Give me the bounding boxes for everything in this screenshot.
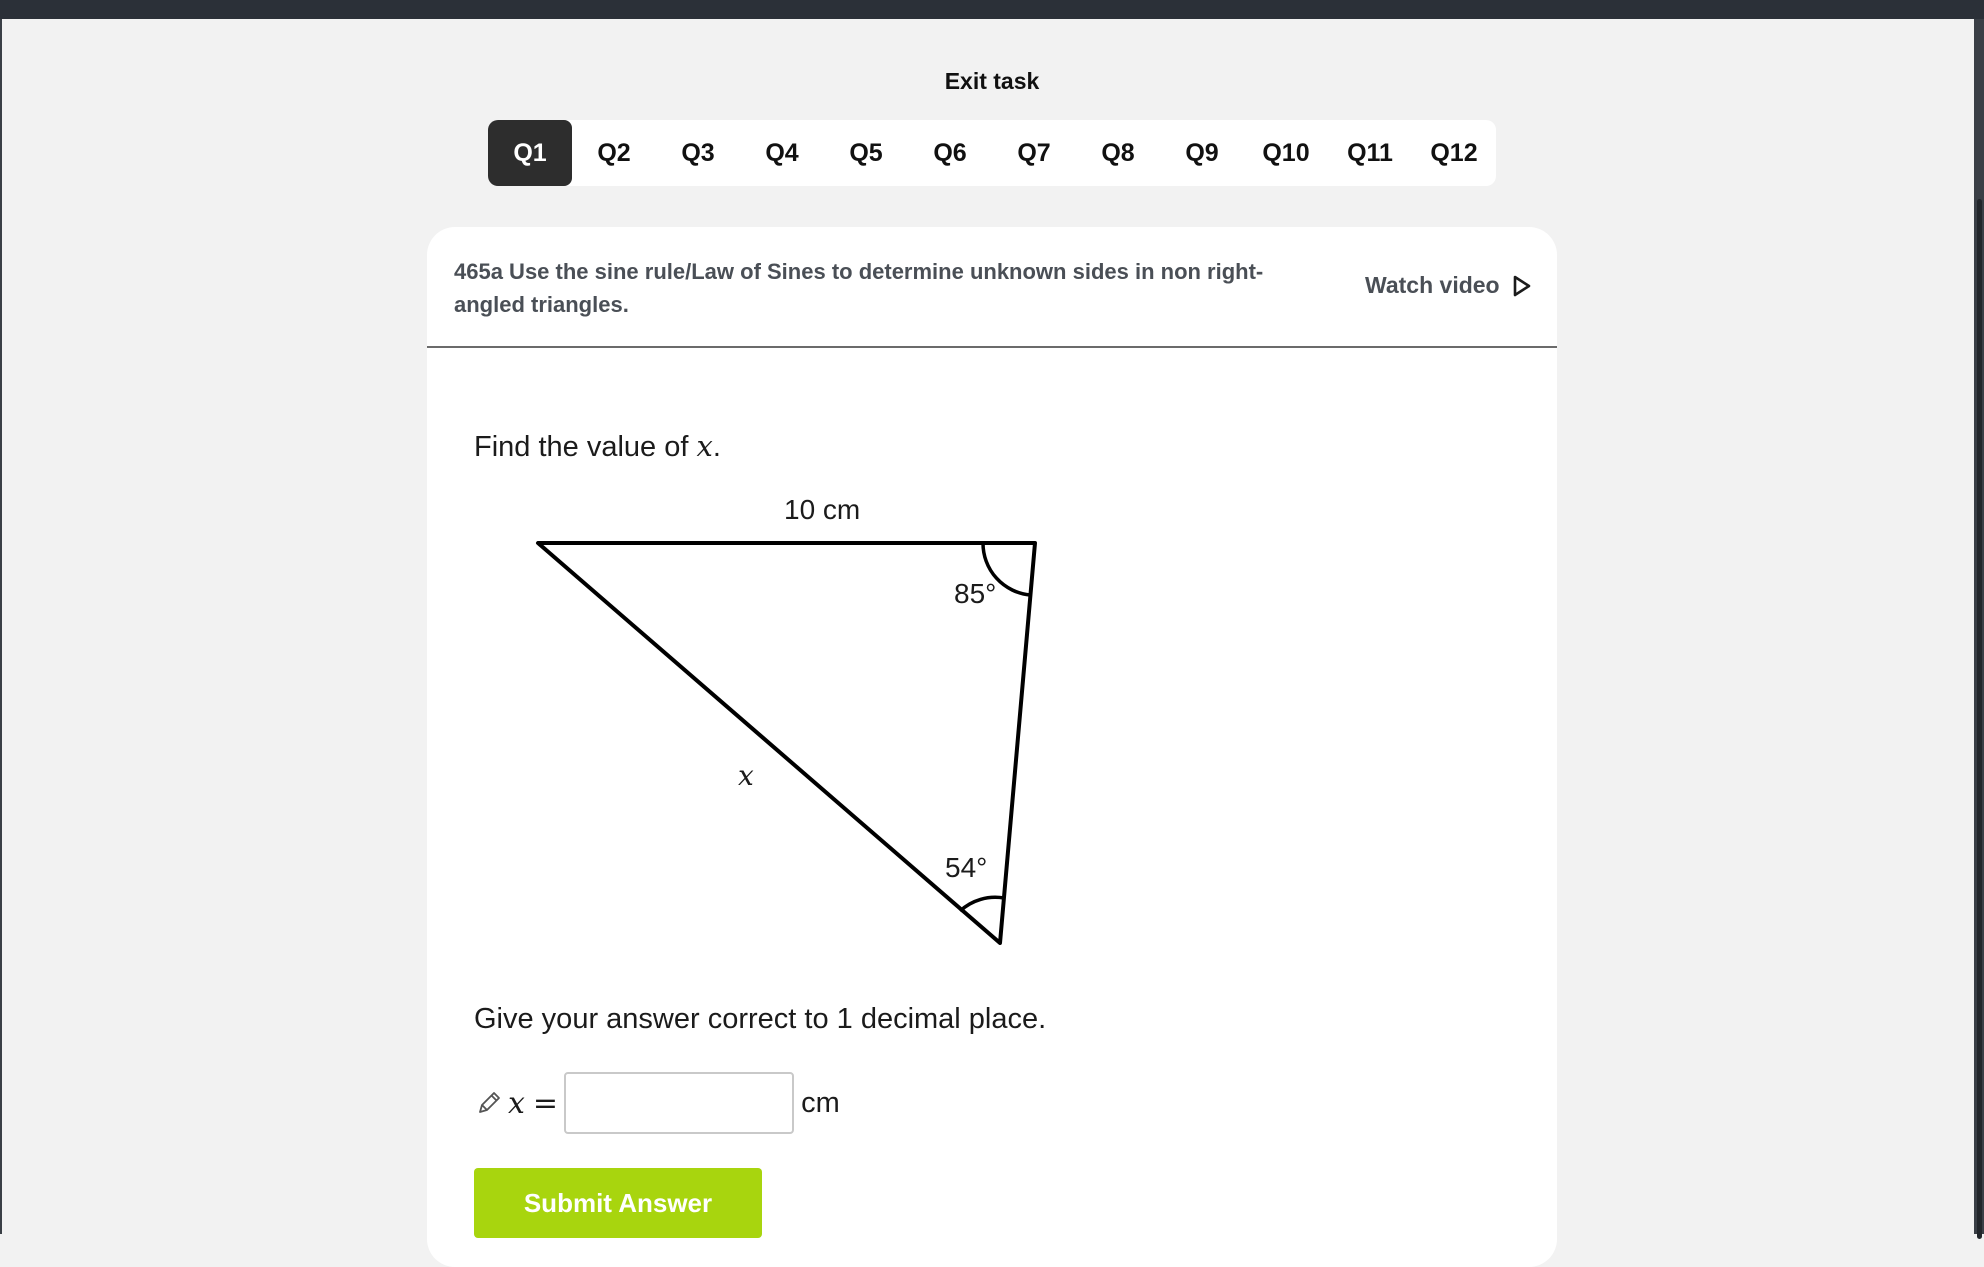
- equals-sign: =: [532, 1085, 559, 1121]
- answer-variable: x: [508, 1085, 525, 1121]
- learning-objective: 465a Use the sine rule/Law of Sines to determine unknown sides in non right-angled triangles.: [454, 259, 1264, 317]
- question-navigation: [488, 120, 1496, 186]
- angle-arc-bottom: [960, 897, 1004, 911]
- pencil-icon: [474, 1088, 504, 1118]
- exit-task-link[interactable]: Exit task: [944, 68, 1040, 94]
- question-tab-q8[interactable]: Q8: [1101, 138, 1135, 167]
- prompt-text: Find the value of: [474, 431, 697, 463]
- prompt-variable: x: [696, 429, 713, 463]
- triangle-diagram: [427, 227, 1557, 987]
- question-tab-q3[interactable]: Q3: [681, 138, 715, 167]
- question-tab-q5[interactable]: Q5: [849, 138, 883, 167]
- watch-video-label: Watch video: [1365, 272, 1500, 298]
- answer-instruction: Give your answer correct to 1 decimal place.: [474, 1003, 1047, 1035]
- question-tab-q2[interactable]: Q2: [597, 138, 631, 167]
- answer-unit: cm: [801, 1086, 840, 1119]
- angle-85-label: 85°: [954, 578, 997, 609]
- scrollbar[interactable]: [1974, 19, 1984, 1234]
- angle-54-label: 54°: [945, 852, 988, 883]
- question-tab-q10[interactable]: Q10: [1262, 138, 1310, 167]
- answer-input[interactable]: [564, 1072, 794, 1134]
- question-tab-q9[interactable]: Q9: [1185, 138, 1219, 167]
- question-tab-q1[interactable]: Q1: [488, 120, 572, 186]
- submit-answer-button[interactable]: Submit Answer: [474, 1168, 762, 1238]
- question-tab-q4[interactable]: Q4: [765, 138, 799, 167]
- prompt-suffix: .: [712, 431, 721, 463]
- top-side-label: 10 cm: [784, 494, 861, 525]
- browser-top-bar: [0, 0, 1984, 19]
- question-card: [427, 227, 1557, 1267]
- side-x-label: x: [738, 759, 754, 792]
- answer-row: [474, 1068, 840, 1138]
- window-left-edge: [0, 19, 2, 1234]
- question-tab-q7[interactable]: Q7: [1017, 138, 1051, 167]
- question-tab-q12[interactable]: Q12: [1430, 138, 1478, 167]
- question-tab-q6[interactable]: Q6: [933, 138, 967, 167]
- question-tab-q11[interactable]: Q11: [1347, 138, 1393, 167]
- scrollbar-thumb[interactable]: [1977, 199, 1982, 1239]
